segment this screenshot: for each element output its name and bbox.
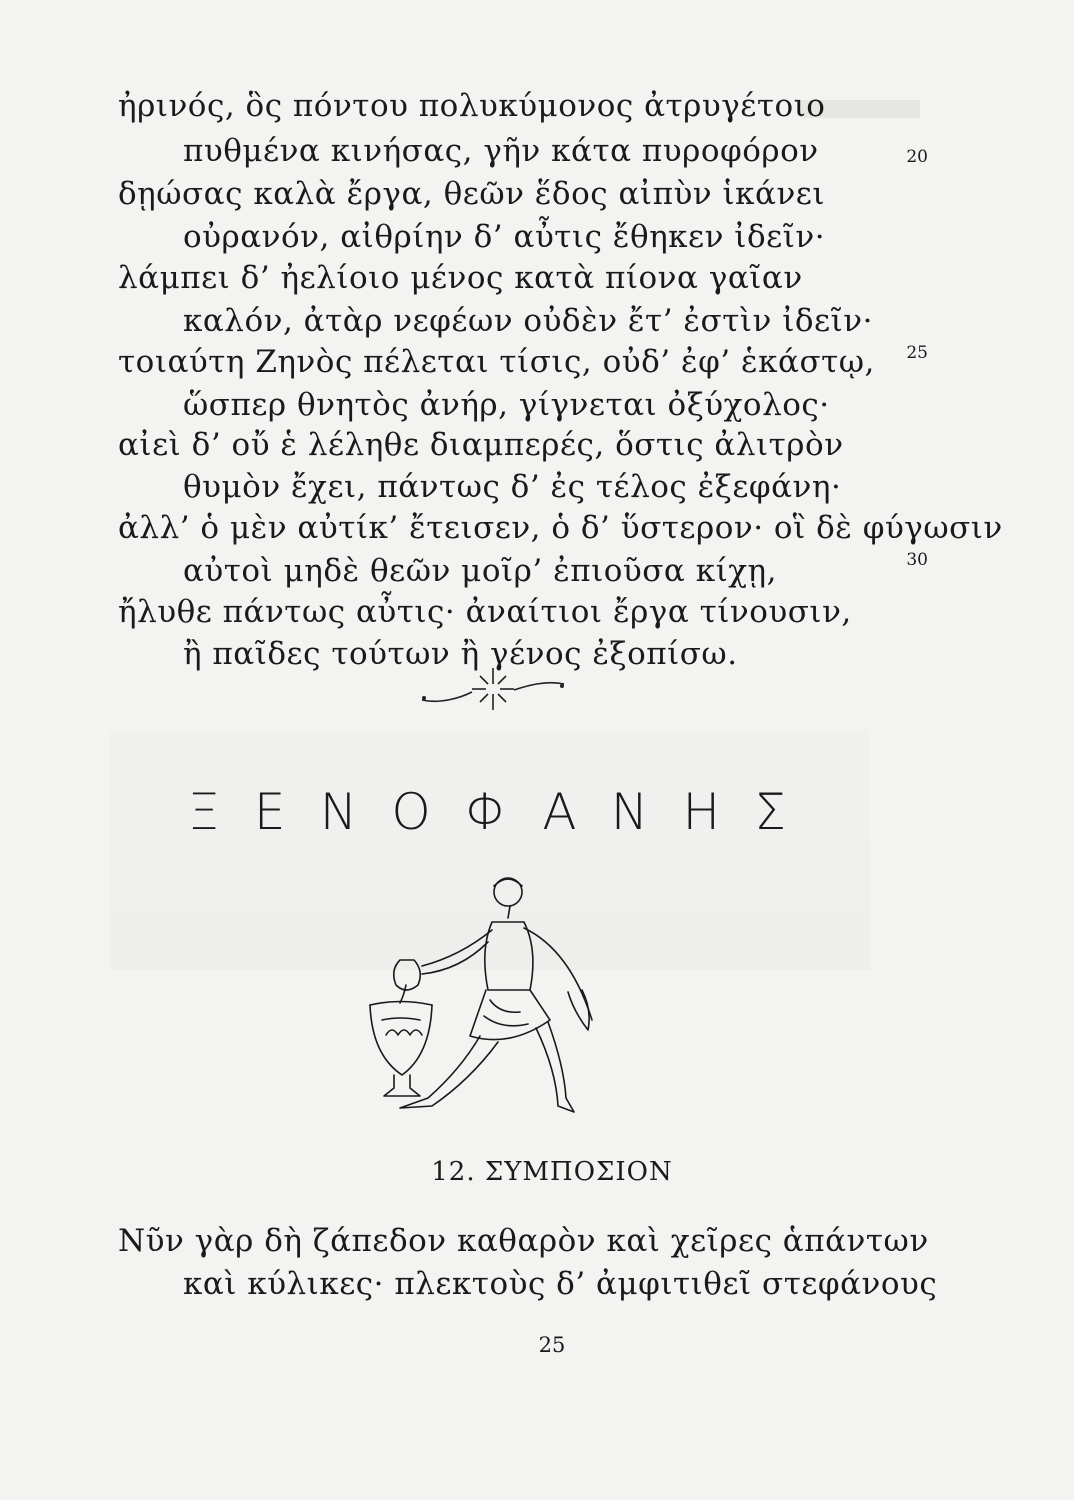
poem-line-10: θυμὸν ἔχει, πάντως δ’ ἐς τέλος ἐξεφάνη·: [183, 469, 842, 505]
section-line-1: Νῦν γὰρ δὴ ζάπεδον καθαρὸν καὶ χεῖρες ἁπάντων: [118, 1223, 929, 1259]
poem-line-6: καλόν, ἀτὰρ νεφέων οὐδὲν ἔτ’ ἐστὶν ἰδεῖν·: [183, 303, 873, 339]
author-letter: Η: [682, 783, 723, 841]
author-letter: Ν: [610, 783, 651, 841]
line-number: 20: [906, 147, 928, 167]
poem-line-12: αὐτοὶ μηδὲ θεῶν μοῖρ’ ἐπιοῦσα κίχῃ,: [183, 553, 777, 589]
line-number: 25: [906, 343, 928, 363]
page-number: 25: [538, 1333, 566, 1357]
poem-line-1: ἠρινός, ὃς πόντου πολυκύμονος ἀτρυγέτοιο: [118, 88, 826, 124]
section-title: 12. ΣΥΜΠΟΣΙΟΝ: [431, 1157, 673, 1187]
star-ornament-icon: [420, 664, 566, 714]
poem-line-2: πυθμένα κινήσας, γῆν κάτα πυροφόρον: [183, 133, 819, 169]
poem-line-8: ὥσπερ θνητὸς ἀνήρ, γίγνεται ὀξύχολος·: [183, 387, 830, 423]
author-letter: Ξ: [188, 783, 222, 841]
author-letter: Α: [542, 783, 579, 841]
poem-line-7: τοιαύτη Ζηνὸς πέλεται τίσις, οὐδ’ ἐφ’ ἑκάστῳ,: [118, 344, 875, 380]
poem-line-9: αἰεὶ δ’ οὔ ἑ λέληθε διαμπερές, ὅστις ἀλιτρὸν: [118, 427, 844, 463]
author-letter: Σ: [754, 783, 788, 841]
poem-line-5: λάμπει δ’ ἠελίοιο μένος κατὰ πίονα γαῖαν: [118, 260, 803, 296]
author-name: [188, 783, 788, 841]
kylix-figure-illustration: [360, 870, 620, 1120]
section-line-2: καὶ κύλικες· πλεκτοὺς δ’ ἀμφιτιθεῖ στεφάνους: [183, 1266, 938, 1302]
author-letter: Φ: [465, 783, 511, 841]
poem-line-11: ἀλλ’ ὁ μὲν αὐτίκ’ ἔτεισεν, ὁ δ’ ὕστερον· οἳ δὲ φύγωσιν: [118, 510, 1003, 546]
poem-line-3: δῃώσας καλὰ ἔργα, θεῶν ἕδος αἰπὺν ἱκάνει: [118, 176, 826, 212]
poem-line-14: ἢ παῖδες τούτων ἢ γένος ἐξοπίσω.: [183, 636, 738, 672]
poem-line-4: οὐρανόν, αἰθρίην δ’ αὖτις ἔθηκεν ἰδεῖν·: [183, 219, 826, 255]
author-letter: Ε: [253, 783, 288, 841]
poem-line-13: ἤλυθε πάντως αὖτις· ἀναίτιοι ἔργα τίνουσιν,: [118, 594, 852, 630]
author-letter: Ν: [319, 783, 360, 841]
line-number: 30: [906, 550, 928, 570]
author-letter: Ο: [391, 783, 433, 841]
